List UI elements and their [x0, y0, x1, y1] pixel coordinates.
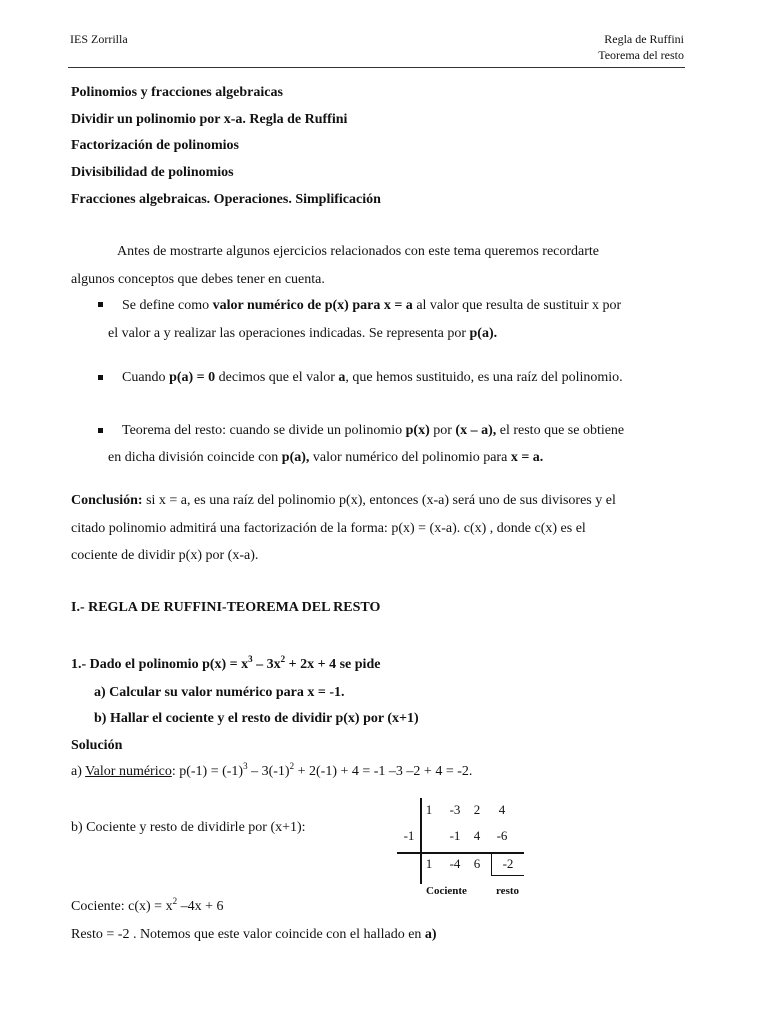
ruffini-vertical-line [420, 798, 422, 884]
ruffini-cell: -3 [449, 802, 461, 817]
header-topic: Regla de Ruffini [604, 32, 684, 46]
bullet-2-line: Cuando p(a) = 0 decimos que el valor a, que hemos sustituido, es una raíz del polinomio. [122, 370, 623, 385]
ruffini-cell: -1 [449, 828, 461, 843]
ruffini-divisor: -1 [403, 828, 415, 843]
solution-part-a: a) Valor numérico: $p(-1) = (-1)^3 - 3(-1)^2 + 2(-1) + 4 = -1$ –3 –2 + 4 = -2. [71, 761, 473, 779]
remainder-result: Resto = -2 . Notemos que este valor coincide con el hallado en a) [71, 927, 437, 942]
ruffini-cell: 1 [425, 802, 433, 817]
bullet-3-line-1: Teorema del resto: cuando se divide un polinomio p(x) por (x – a), el resto que se obtiene [122, 423, 625, 438]
ruffini-remainder-left-line [491, 852, 492, 876]
conclusion-line-2: citado polinomio admitirá una factorización de la forma: p(x) = (x-a). c(x) , donde c(x) es el [71, 521, 586, 536]
ruffini-cell: 4 [473, 828, 481, 843]
toc-item: Divisibilidad de polinomios [71, 165, 234, 180]
toc-item: Polinomios y fracciones algebraicas [71, 85, 283, 100]
toc-item: Fracciones algebraicas. Operaciones. Simplificación [71, 192, 381, 207]
solution-title: Solución [71, 738, 123, 753]
header-school: IES Zorrilla [70, 32, 128, 46]
section-title: I.- REGLA DE RUFFINI-TEOREMA DEL RESTO [71, 600, 381, 615]
toc-item: Factorización de polinomios [71, 138, 239, 153]
ruffini-horizontal-line [397, 852, 524, 854]
ruffini-cell: 2 [473, 802, 481, 817]
conclusion-line-1: Conclusión: si x = a, es una raíz del polinomio p(x), entonces (x-a) será uno de sus divisores y el [71, 493, 616, 508]
ruffini-cell: 6 [473, 856, 481, 871]
ruffini-cell: 1 [425, 856, 433, 871]
exercise-statement: 1.- Dado el polinomio $p(x) = x^3 - 3x^2 + 2x + 4$ se pide [71, 654, 381, 672]
exercise-item-b: b) Hallar el cociente y el resto de dividir p(x) por (x+1) [94, 711, 419, 726]
ruffini-cell: -6 [496, 828, 508, 843]
bullet-1-line-2: el valor a y realizar las operaciones indicadas. Se representa por p(a). [108, 326, 498, 341]
header-subtopic: Teorema del resto [598, 48, 684, 62]
bullet-icon [98, 428, 103, 433]
solution-part-b: b) Cociente y resto de dividirle por (x+1): [71, 820, 306, 835]
ruffini-remainder-label: resto [496, 885, 520, 897]
intro-line-1: Antes de mostrarte algunos ejercicios relacionados con este tema queremos recordarte [117, 244, 600, 259]
bullet-icon [98, 302, 103, 307]
bullet-1-line-1: Se define como valor numérico de p(x) para x = a al valor que resulta de sustituir x por [122, 298, 622, 313]
ruffini-quotient-label: Cociente [426, 885, 467, 897]
intro-line-2: algunos conceptos que debes tener en cuenta. [71, 272, 325, 287]
ruffini-remainder-bottom-line [491, 875, 524, 876]
conclusion-line-3: cociente de dividir p(x) por (x-a). [71, 548, 259, 563]
ruffini-remainder: -2 [502, 856, 514, 871]
bullet-3-line-2: en dicha división coincide con p(a), valor numérico del polinomio para x = a. [108, 450, 544, 465]
header-rule [68, 67, 685, 68]
bullet-icon [98, 375, 103, 380]
ruffini-cell: 4 [498, 802, 506, 817]
ruffini-cell: -4 [449, 856, 461, 871]
toc-item: Dividir un polinomio por x-a. Regla de Ruffini [71, 112, 348, 127]
exercise-item-a: a) Calcular su valor numérico para x = -1. [94, 685, 345, 700]
quotient-result: Cociente: $c(x) = x^2$ –4x + 6 [71, 896, 224, 914]
